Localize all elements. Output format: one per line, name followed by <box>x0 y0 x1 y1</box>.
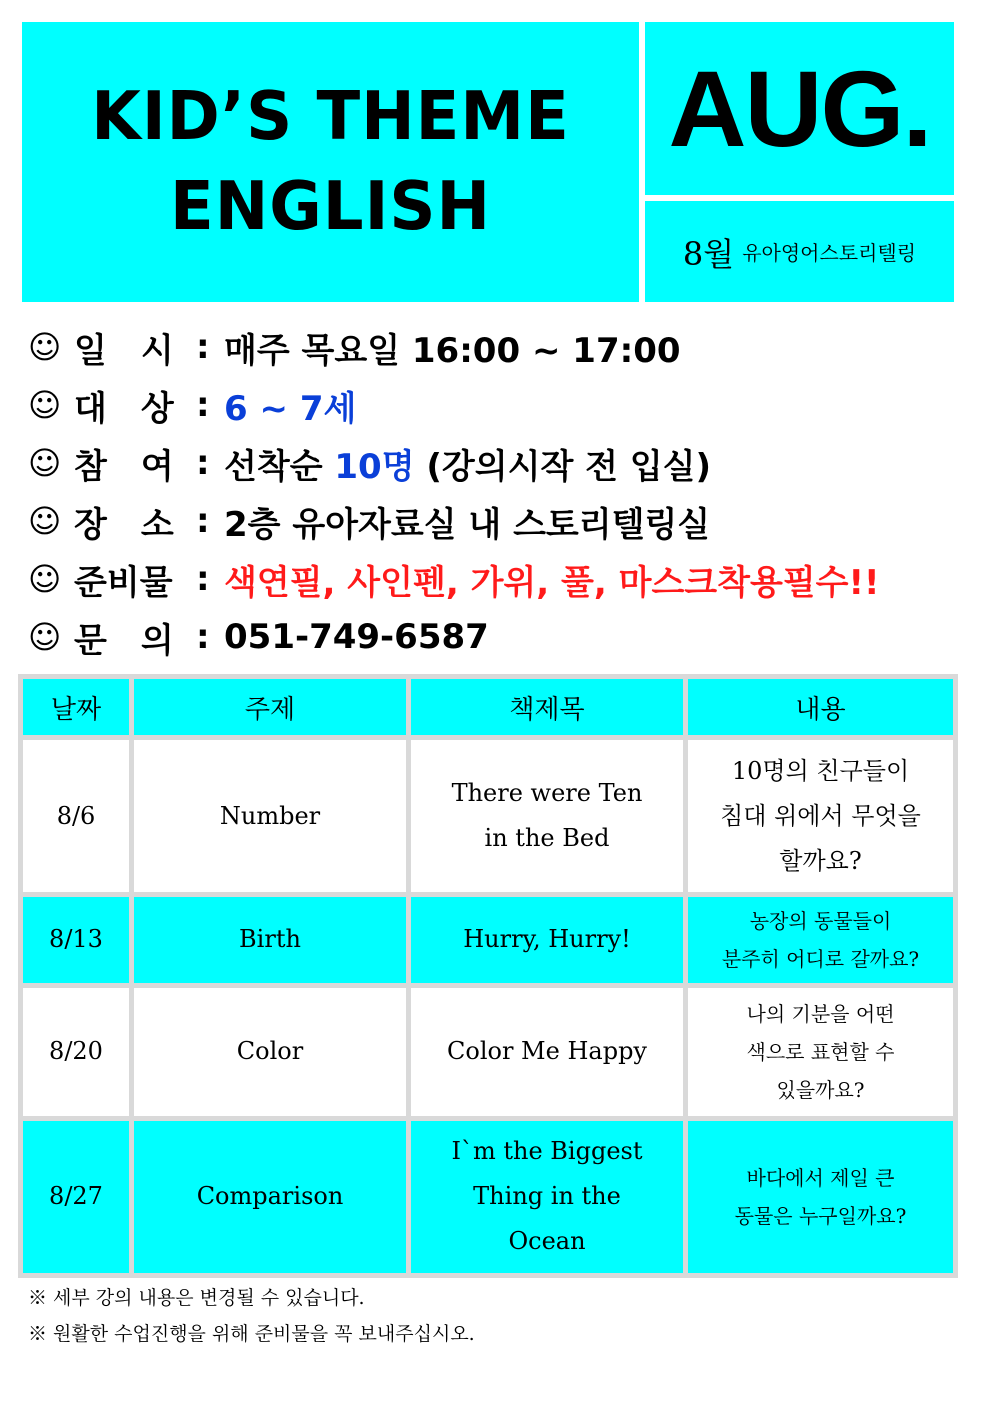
title-line-1: KID’S THEME <box>91 78 570 156</box>
table-header-row <box>23 679 953 735</box>
smile-icon: ☺ <box>28 618 62 656</box>
info-value: 051-749-6587 <box>224 617 489 657</box>
cell-content: 10명의 친구들이 침대 위에서 무엇을 할까요? <box>688 740 953 892</box>
info-value: 2층 유아자료실 내 스토리텔링실 <box>224 504 711 545</box>
table-row <box>23 1121 953 1273</box>
cell-content: 바다에서 제일 큰 동물은 누구일까요? <box>688 1121 953 1273</box>
cell-date: 8/27 <box>23 1121 129 1273</box>
schedule-table <box>18 674 958 1278</box>
cell-theme: Birth <box>134 897 406 983</box>
header-date: 날짜 <box>23 679 129 735</box>
info-value-highlight: 10명 <box>334 446 415 487</box>
info-value-pre: 선착순 <box>224 446 335 487</box>
program-name: 유아영어스토리텔링 <box>742 241 917 265</box>
header-content: 내용 <box>688 679 953 735</box>
header-book: 책제목 <box>411 679 683 735</box>
info-row-contact: ☺ 문 의 : 051-749-6587 <box>28 608 880 666</box>
title-line-2: ENGLISH <box>169 168 492 246</box>
info-list <box>28 318 880 666</box>
info-label: 장 소 <box>74 504 174 545</box>
cell-theme: Color <box>134 988 406 1116</box>
smile-icon: ☺ <box>28 444 62 482</box>
smile-icon: ☺ <box>28 328 62 366</box>
info-row-schedule: ☺ 일 시 : 매주 목요일 16:00 ~ 17:00 <box>28 318 880 376</box>
table-row <box>23 988 953 1116</box>
info-value: 색연필, 사인펜, 가위, 풀, 마스크착용필수!! <box>224 562 880 603</box>
cell-content: 나의 기분을 어떤 색으로 표현할 수 있을까요? <box>688 988 953 1116</box>
table-row <box>23 897 953 983</box>
note-2: ※ 원활한 수업진행을 위해 준비물을 꼭 보내주십시오. <box>28 1323 475 1345</box>
month-box <box>645 22 954 195</box>
cell-date: 8/13 <box>23 897 129 983</box>
info-label: 일 시 <box>74 330 174 371</box>
info-label: 대 상 <box>74 388 174 429</box>
info-row-place: ☺ 장 소 : 2층 유아자료실 내 스토리텔링실 <box>28 492 880 550</box>
info-row-target: ☺ 대 상 : 6 ~ 7세 <box>28 376 880 434</box>
info-label: 문 의 <box>74 620 174 661</box>
smile-icon: ☺ <box>28 560 62 598</box>
header-theme: 주제 <box>134 679 406 735</box>
smile-icon: ☺ <box>28 386 62 424</box>
title-box <box>22 22 639 302</box>
month-kr: 8월 <box>682 234 735 273</box>
cell-book: Hurry, Hurry! <box>411 897 683 983</box>
cell-book: Color Me Happy <box>411 988 683 1116</box>
info-value: 매주 목요일 16:00 ~ 17:00 <box>224 330 681 371</box>
cell-theme: Number <box>134 740 406 892</box>
program-box <box>645 201 954 302</box>
month-label: AUG. <box>668 48 931 169</box>
info-label: 참 여 <box>74 446 174 487</box>
cell-date: 8/20 <box>23 988 129 1116</box>
cell-date: 8/6 <box>23 740 129 892</box>
table-row <box>23 740 953 892</box>
cell-book: There were Ten in the Bed <box>411 740 683 892</box>
info-value-post: (강의시작 전 입실) <box>414 446 712 487</box>
notes <box>28 1280 475 1352</box>
cell-theme: Comparison <box>134 1121 406 1273</box>
cell-content: 농장의 동물들이 분주히 어디로 갈까요? <box>688 897 953 983</box>
cell-book: I`m the Biggest Thing in the Ocean <box>411 1121 683 1273</box>
info-row-supplies: ☺ 준비물 : 색연필, 사인펜, 가위, 풀, 마스크착용필수!! <box>28 550 880 608</box>
info-label: 준비물 <box>74 562 173 603</box>
info-row-participation: ☺ 참 여 : 선착순 10명 (강의시작 전 입실) <box>28 434 880 492</box>
note-1: ※ 세부 강의 내용은 변경될 수 있습니다. <box>28 1287 365 1309</box>
smile-icon: ☺ <box>28 502 62 540</box>
info-value: 6 ~ 7세 <box>224 388 357 429</box>
